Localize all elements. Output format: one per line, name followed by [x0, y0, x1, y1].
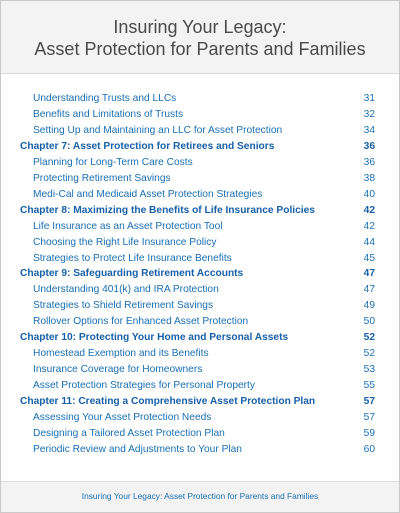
toc-section-entry[interactable] [33, 187, 375, 203]
toc-entry-page-number: 59 [363, 427, 375, 439]
toc-entry-page-number: 53 [363, 364, 375, 376]
toc-section-entry[interactable] [33, 426, 375, 442]
toc-entry-page-number: 60 [363, 443, 375, 455]
toc-entry-page-number: 34 [363, 124, 375, 136]
toc-entry-label: Protecting Retirement Savings [33, 172, 171, 184]
toc-section-entry[interactable] [33, 378, 375, 394]
toc-chapter-entry[interactable] [20, 330, 375, 346]
toc-entry-label: Strategies to Shield Retirement Savings [33, 300, 214, 312]
toc-entry-label: Understanding Trusts and LLCs [33, 93, 177, 104]
toc-entry-label: Chapter 11: Creating a Comprehensive Asset Protection Plan [20, 396, 316, 408]
toc-entry-label: Strategies to Protect Life Insurance Benefits [33, 252, 232, 264]
toc-section-entry[interactable] [33, 314, 375, 330]
toc-entry-page-number: 57 [363, 412, 375, 423]
toc-section-entry[interactable] [33, 298, 375, 314]
toc-entry-page-number: 40 [363, 188, 375, 200]
toc-entry-label: Periodic Review and Adjustments to Your Plan [33, 443, 242, 455]
toc-chapter-entry[interactable] [20, 266, 375, 282]
toc-entry-page-number: 47 [363, 268, 375, 280]
toc-entry-label: Rollover Options for Enhanced Asset Protection [33, 316, 249, 328]
toc-entry-page-number: 38 [363, 172, 375, 184]
toc-entry-page-number: 31 [363, 93, 375, 104]
toc-entry-page-number: 52 [363, 332, 375, 344]
toc-section-entry[interactable] [33, 171, 375, 187]
toc-entry-label: Chapter 7: Asset Protection for Retirees and Seniors [20, 140, 275, 152]
toc-entry-label: Insurance Coverage for Homeowners [33, 364, 203, 376]
toc-entry-label: Designing a Tailored Asset Protection Plan [33, 427, 225, 439]
toc-entry-label: Understanding 401(k) and IRA Protection [33, 284, 219, 296]
toc-entry-label: Chapter 9: Safeguarding Retirement Accounts [20, 268, 244, 280]
toc-entry-label: Setting Up and Maintaining an LLC for Asset Protection [33, 124, 283, 136]
toc-entry-page-number: 44 [363, 236, 375, 248]
toc-entry-page-number: 50 [363, 316, 375, 328]
toc-entry-page-number: 42 [363, 204, 375, 216]
toc-section-entry[interactable] [33, 107, 375, 123]
toc-section-entry[interactable] [33, 282, 375, 298]
document-title-line-1: Insuring Your Legacy: [113, 17, 287, 37]
toc-entry-page-number: 49 [363, 300, 375, 312]
toc-entry-page-number: 36 [363, 156, 375, 168]
toc-entry-page-number: 52 [363, 348, 375, 360]
toc-chapter-entry[interactable] [20, 394, 375, 410]
toc-entry-label: Asset Protection Strategies for Personal Property [33, 380, 255, 392]
toc-entry-page-number: 45 [363, 252, 375, 264]
toc-entry-label: Life Insurance as an Asset Protection Tool [33, 220, 223, 232]
toc-section-entry[interactable] [33, 235, 375, 251]
toc-entry-label: Homestead Exemption and its Benefits [33, 348, 209, 360]
toc-section-entry[interactable] [33, 251, 375, 267]
toc-section-entry[interactable] [33, 442, 375, 458]
toc-entry-page-number: 32 [363, 108, 375, 120]
page-footer [1, 481, 399, 513]
toc-entry-page-number: 47 [363, 284, 375, 296]
toc-entry-label: Assessing Your Asset Protection Needs [33, 412, 212, 423]
toc-entry-label: Planning for Long-Term Care Costs [33, 156, 193, 168]
toc-entry-label: Chapter 10: Protecting Your Home and Personal Assets [20, 332, 289, 344]
toc-section-entry[interactable] [33, 91, 375, 107]
document-title-line-2: Asset Protection for Parents and Families [34, 39, 366, 59]
toc-chapter-entry[interactable] [20, 203, 375, 219]
toc-entry-page-number: 42 [363, 220, 375, 232]
page-header [1, 1, 399, 74]
toc-entry-label: Medi-Cal and Medicaid Asset Protection Strategies [33, 188, 263, 200]
toc-entry-label: Chapter 8: Maximizing the Benefits of Life Insurance Policies [20, 204, 315, 216]
footer-text: Insuring Your Legacy: Asset Protection for Parents and Families [81, 491, 319, 501]
toc-entry-label: Benefits and Limitations of Trusts [33, 108, 184, 120]
toc-section-entry[interactable] [33, 410, 375, 426]
toc-section-entry[interactable] [33, 362, 375, 378]
toc-entry-page-number: 36 [363, 140, 375, 152]
toc-section-entry[interactable] [33, 155, 375, 171]
toc-entry-page-number: 55 [363, 380, 375, 392]
toc-section-entry[interactable] [33, 219, 375, 235]
toc-entry-page-number: 57 [363, 396, 375, 408]
toc-entry-label: Choosing the Right Life Insurance Policy [33, 236, 217, 248]
toc-chapter-entry[interactable] [20, 139, 375, 155]
toc-section-entry[interactable] [33, 123, 375, 139]
toc-section-entry[interactable] [33, 346, 375, 362]
